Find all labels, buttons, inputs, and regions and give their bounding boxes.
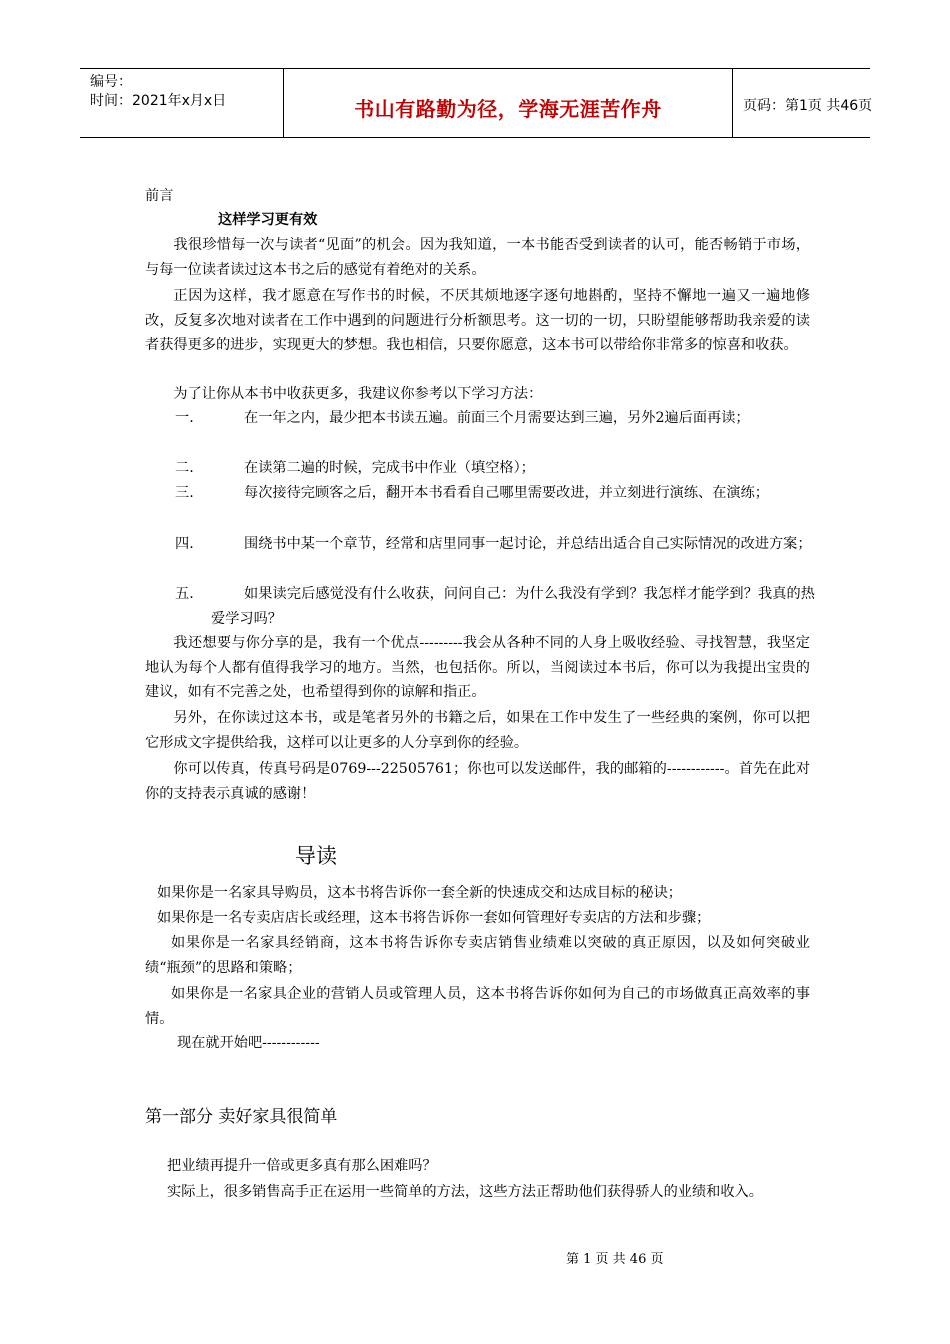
method-item: [175, 406, 815, 431]
guide-item-4: 如果你是一名家具企业的营销人员或管理人员，这本书将告诉你如何为自己的市场做真正高效率的事情。: [145, 986, 810, 1027]
header-page-info: 页码：第1页 共46页: [743, 98, 873, 114]
method-number: 四.: [175, 536, 194, 552]
method-text: 如果读完后感觉没有什么收获，问问自己：为什么我没有学到？我怎样才能学到？我真的热爱学习吗？: [211, 586, 815, 627]
guide-item-1: 如果你是一名家具导购员，这本书将告诉你一套全新的快速成交和达成目标的秘诀；: [157, 885, 682, 901]
part1-paragraph-2: 实际上，很多销售高手正在运用一些简单的方法，这些方法正帮助他们获得骄人的业绩和收入。: [167, 1184, 763, 1200]
guide-item-2: 如果你是一名专卖店店长或经理，这本书将告诉你一套如何管理好专卖店的方法和步骤；: [157, 910, 711, 926]
method-item: [175, 582, 815, 631]
method-text: 在读第二遍的时候，完成书中作业（填空格）；: [244, 460, 535, 476]
guide-item-3: 如果你是一名家具经销商，这本书将告诉你专卖店销售业绩难以突破的真正原因，以及如何突破业绩“瓶颈”的思路和策略；: [145, 935, 810, 976]
preface-paragraph-2: 正因为这样，我才愿意在写作书的时候，不厌其烦地逐字逐句地斟酌，坚持不懈地一遍又一遍地修改，反复多次地对读者在工作中遇到的问题进行分析额思考。这一切的一切，只盼望能够帮助我亲爱的读者获得更多的进步，实现更大的梦想。我也相信，只要你愿意，这本书可以带给你非常多的惊喜和收获。: [145, 288, 810, 353]
method-number: 二.: [175, 460, 194, 476]
part1-paragraph-1: 把业绩再提升一倍或更多真有那么困难吗？: [167, 1158, 437, 1174]
preface-paragraph-1: 我很珍惜每一次与读者“见面”的机会。因为我知道，一本书能否受到读者的认可，能否畅销于市场，与每一位读者读过这本书之后的感觉有着绝对的关系。: [145, 237, 810, 278]
closing-paragraph-2: 另外，在你读过这本书，或是笔者另外的书籍之后，如果在工作中发生了一些经典的案例，你可以把它形成文字提供给我，这样可以让更多的人分享到你的经验。: [145, 710, 810, 751]
closing-paragraph-1: 我还想要与你分享的是，我有一个优点---------我会从各种不同的人身上吸收经验、寻找智慧，我坚定地认为每个人都有值得我学习的地方。当然，也包括你。所以，当阅读过本书后，你可以为我提出宝贵的建议，如有不完善之处，也希望得到你的谅解和指正。: [145, 635, 810, 700]
method-item: [175, 532, 815, 557]
method-text: 围绕书中某一个章节，经常和店里同事一起讨论，并总结出适合自己实际情况的改进方案；: [244, 536, 812, 552]
header-motto-cell: [283, 69, 733, 137]
method-item: [175, 456, 815, 481]
header-info: [90, 73, 290, 111]
method-text: 每次接待完顾客之后，翻开本书看看自己哪里需要改进，并立刻进行演练、在演练；: [244, 485, 769, 501]
time-label: 时间：2021年x月x日: [90, 93, 227, 109]
guide-title: 导读: [295, 844, 337, 868]
preface-title: 这样学习更有效: [218, 212, 318, 228]
method-number: 一.: [175, 410, 194, 426]
method-item: [175, 481, 815, 506]
method-number: 三.: [175, 485, 194, 501]
page-footer: 第 1 页 共 46 页: [566, 1252, 664, 1267]
preface-paragraph-3: 为了让你从本书中收获更多，我建议你参考以下学习方法：: [173, 386, 543, 402]
motto-text: 书山有路勤为径，学海无涯苦作舟: [354, 97, 662, 121]
part1-title: 第一部分 卖好家具很简单: [145, 1107, 338, 1127]
method-text: 在一年之内，最少把本书读五遍。前面三个月需要达到三遍，另外2遍后面再读；: [244, 410, 750, 426]
preface-label: 前言: [145, 188, 174, 204]
closing-paragraph-3: 你可以传真，传真号码是0769---22505761；你也可以发送邮件，我的邮箱的------------。首先在此对你的支持表示真诚的感谢！: [145, 761, 810, 802]
method-number: 五.: [175, 586, 194, 602]
page-header: [80, 68, 873, 138]
number-label: 编号：: [90, 74, 132, 90]
guide-start: 现在就开始吧------------: [177, 1035, 320, 1051]
